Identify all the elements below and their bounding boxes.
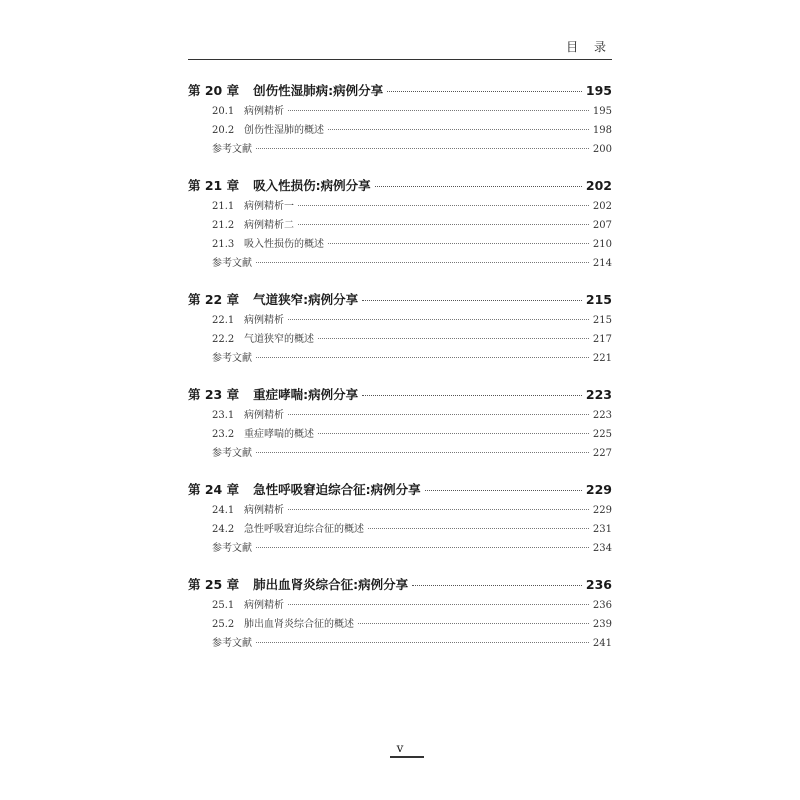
- section-number: 22.1: [212, 315, 235, 326]
- toc-section-entry[interactable]: [188, 425, 612, 444]
- toc-section-entry[interactable]: [188, 254, 612, 273]
- toc-chapter: [188, 479, 612, 558]
- chapter-number: 第 20 章: [188, 83, 240, 98]
- footer-rule: [390, 756, 424, 758]
- section-title: 创伤性湿肺的概述: [244, 125, 324, 136]
- section-page: 236: [592, 600, 612, 611]
- toc-chapter-entry[interactable]: [188, 80, 612, 102]
- toc-chapter: [188, 175, 612, 273]
- toc-section-entry[interactable]: [188, 121, 612, 140]
- chapter-title: 吸入性损伤:病例分享: [253, 178, 371, 193]
- toc-section-entry[interactable]: [188, 235, 612, 254]
- section-page: 229: [592, 505, 612, 516]
- chapter-page: 215: [585, 292, 612, 307]
- section-page: 207: [592, 220, 612, 231]
- section-page: 217: [592, 334, 612, 345]
- section-title: 病例精析: [244, 410, 284, 421]
- section-title: 病例精析: [244, 505, 284, 516]
- dot-leader: [362, 300, 582, 301]
- toc-section-entry[interactable]: [188, 140, 612, 159]
- chapter-page: 229: [585, 482, 612, 497]
- section-page: 202: [592, 201, 612, 212]
- section-number: 25.2: [212, 619, 235, 630]
- toc-chapter: [188, 574, 612, 653]
- section-page: 214: [592, 258, 612, 269]
- chapter-title: 肺出血肾炎综合征:病例分享: [253, 577, 409, 592]
- dot-leader: [358, 623, 589, 624]
- table-of-contents: [188, 80, 612, 669]
- dot-leader: [288, 604, 589, 605]
- section-page: 231: [592, 524, 612, 535]
- chapter-title: 气道狭窄:病例分享: [253, 292, 359, 307]
- section-title: 参考文献: [212, 638, 252, 649]
- section-title: 气道狭窄的概述: [244, 334, 314, 345]
- chapter-title: 创伤性湿肺病:病例分享: [253, 83, 384, 98]
- section-page: 198: [592, 125, 612, 136]
- toc-chapter: [188, 289, 612, 368]
- toc-section-entry[interactable]: [188, 311, 612, 330]
- dot-leader: [288, 509, 589, 510]
- dot-leader: [298, 224, 589, 225]
- section-number: 23.2: [212, 429, 235, 440]
- dot-leader: [256, 452, 589, 453]
- section-title: 参考文献: [212, 258, 252, 269]
- toc-chapter: [188, 80, 612, 159]
- chapter-number: 第 24 章: [188, 482, 240, 497]
- toc-section-entry[interactable]: [188, 102, 612, 121]
- dot-leader: [288, 110, 589, 111]
- toc-section-entry[interactable]: [188, 520, 612, 539]
- section-number: 24.1: [212, 505, 235, 516]
- section-title: 急性呼吸窘迫综合征的概述: [244, 524, 364, 535]
- section-title: 参考文献: [212, 353, 252, 364]
- dot-leader: [375, 186, 582, 187]
- section-number: 21.1: [212, 201, 235, 212]
- chapter-page: 236: [585, 577, 612, 592]
- toc-section-entry[interactable]: [188, 444, 612, 463]
- dot-leader: [412, 585, 582, 586]
- toc-section-entry[interactable]: [188, 216, 612, 235]
- dot-leader: [362, 395, 582, 396]
- section-page: 234: [592, 543, 612, 554]
- section-title: 参考文献: [212, 448, 252, 459]
- dot-leader: [256, 547, 589, 548]
- toc-section-entry[interactable]: [188, 197, 612, 216]
- section-title: 重症哮喘的概述: [244, 429, 314, 440]
- section-number: 22.2: [212, 334, 235, 345]
- dot-leader: [298, 205, 589, 206]
- section-number: 21.3: [212, 239, 235, 250]
- section-page: 225: [592, 429, 612, 440]
- toc-section-entry[interactable]: [188, 501, 612, 520]
- toc-section-entry[interactable]: [188, 596, 612, 615]
- section-title: 病例精析一: [244, 201, 294, 212]
- section-number: 20.1: [212, 106, 235, 117]
- toc-section-entry[interactable]: [188, 539, 612, 558]
- toc-section-entry[interactable]: [188, 406, 612, 425]
- dot-leader: [318, 338, 589, 339]
- section-title: 病例精析: [244, 600, 284, 611]
- section-page: 210: [592, 239, 612, 250]
- chapter-number: 第 23 章: [188, 387, 240, 402]
- section-page: 239: [592, 619, 612, 630]
- toc-chapter-entry[interactable]: [188, 289, 612, 311]
- dot-leader: [256, 357, 589, 358]
- dot-leader: [328, 129, 589, 130]
- toc-section-entry[interactable]: [188, 330, 612, 349]
- section-page: 227: [592, 448, 612, 459]
- toc-chapter-entry[interactable]: [188, 175, 612, 197]
- section-title: 肺出血肾炎综合征的概述: [244, 619, 354, 630]
- section-number: 21.2: [212, 220, 235, 231]
- chapter-page: 202: [585, 178, 612, 193]
- section-title: 参考文献: [212, 543, 252, 554]
- section-page: 223: [592, 410, 612, 421]
- section-page: 221: [592, 353, 612, 364]
- toc-section-entry[interactable]: [188, 634, 612, 653]
- dot-leader: [288, 319, 589, 320]
- chapter-number: 第 21 章: [188, 178, 240, 193]
- dot-leader: [256, 148, 589, 149]
- header-rule: [188, 59, 612, 60]
- chapter-page: 223: [585, 387, 612, 402]
- dot-leader: [328, 243, 589, 244]
- section-number: 25.1: [212, 600, 235, 611]
- dot-leader: [387, 91, 582, 92]
- chapter-title: 重症哮喘:病例分享: [253, 387, 359, 402]
- dot-leader: [425, 490, 582, 491]
- toc-chapter-entry[interactable]: [188, 479, 612, 501]
- toc-section-entry[interactable]: [188, 615, 612, 634]
- dot-leader: [318, 433, 589, 434]
- section-title: 参考文献: [212, 144, 252, 155]
- dot-leader: [256, 262, 589, 263]
- chapter-number: 第 22 章: [188, 292, 240, 307]
- toc-chapter-entry[interactable]: [188, 384, 612, 406]
- section-title: 病例精析: [244, 315, 284, 326]
- footer-page-number: v: [396, 741, 404, 755]
- section-title: 病例精析二: [244, 220, 294, 231]
- dot-leader: [288, 414, 589, 415]
- toc-section-entry[interactable]: [188, 349, 612, 368]
- section-number: 24.2: [212, 524, 235, 535]
- chapter-title: 急性呼吸窘迫综合征:病例分享: [253, 482, 421, 497]
- dot-leader: [256, 642, 589, 643]
- section-number: 20.2: [212, 125, 235, 136]
- section-number: 23.1: [212, 410, 235, 421]
- section-page: 215: [592, 315, 612, 326]
- chapter-number: 第 25 章: [188, 577, 240, 592]
- section-title: 病例精析: [244, 106, 284, 117]
- section-title: 吸入性损伤的概述: [244, 239, 324, 250]
- toc-chapter-entry[interactable]: [188, 574, 612, 596]
- dot-leader: [368, 528, 589, 529]
- section-page: 195: [592, 106, 612, 117]
- section-page: 200: [592, 144, 612, 155]
- toc-chapter: [188, 384, 612, 463]
- chapter-page: 195: [585, 83, 612, 98]
- section-page: 241: [592, 638, 612, 649]
- running-head: 目 录: [566, 40, 612, 54]
